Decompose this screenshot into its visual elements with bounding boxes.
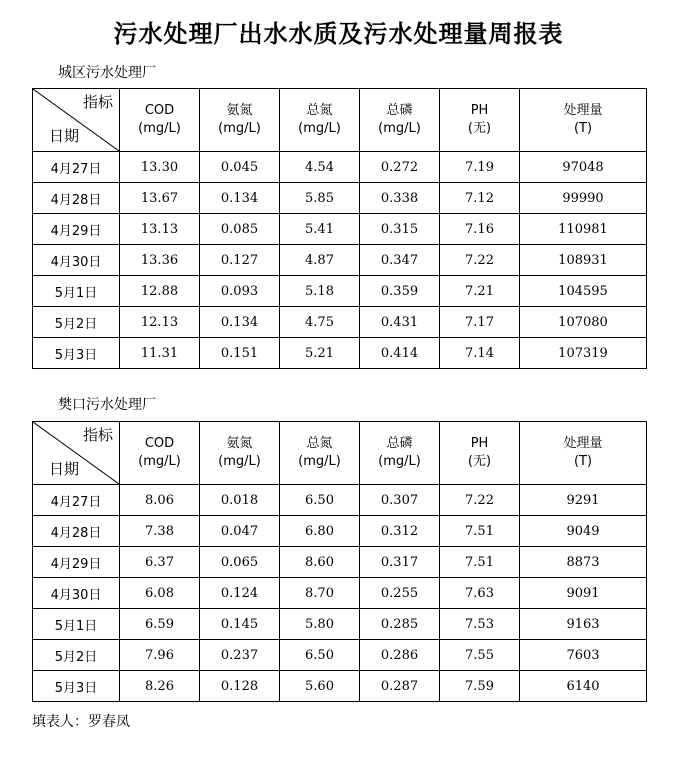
date-label: 日期 (49, 127, 80, 145)
date-cell: 5月1日 (33, 609, 120, 640)
cod-cell: 13.36 (120, 245, 200, 276)
volume-cell: 6140 (520, 671, 647, 702)
cod-cell: 7.38 (120, 516, 200, 547)
column-header-cod: COD (mg/L) (120, 422, 200, 485)
ammonia-cell: 0.127 (200, 245, 280, 276)
total-phosphorus-cell: 0.312 (360, 516, 440, 547)
table-row (33, 578, 647, 609)
volume-cell: 107080 (520, 307, 647, 338)
total-nitrogen-cell: 6.50 (280, 485, 360, 516)
volume-cell: 9163 (520, 609, 647, 640)
cod-cell: 12.13 (120, 307, 200, 338)
volume-cell: 9049 (520, 516, 647, 547)
table-row (33, 485, 647, 516)
total-nitrogen-cell: 4.75 (280, 307, 360, 338)
ph-cell: 7.51 (440, 516, 520, 547)
column-header-cod: COD (mg/L) (120, 89, 200, 152)
total-phosphorus-cell: 0.338 (360, 183, 440, 214)
total-phosphorus-cell: 0.287 (360, 671, 440, 702)
ph-cell: 7.21 (440, 276, 520, 307)
date-cell: 5月2日 (33, 307, 120, 338)
ammonia-cell: 0.047 (200, 516, 280, 547)
total-nitrogen-cell: 5.18 (280, 276, 360, 307)
ph-cell: 7.16 (440, 214, 520, 245)
ammonia-cell: 0.085 (200, 214, 280, 245)
total-nitrogen-cell: 4.54 (280, 152, 360, 183)
table-header-row (33, 89, 647, 152)
ph-cell: 7.22 (440, 245, 520, 276)
cod-cell: 12.88 (120, 276, 200, 307)
total-phosphorus-cell: 0.255 (360, 578, 440, 609)
table-row (33, 609, 647, 640)
cod-cell: 8.06 (120, 485, 200, 516)
report-title: 污水处理厂出水水质及污水处理量周报表 (113, 20, 564, 48)
cod-cell: 13.13 (120, 214, 200, 245)
ammonia-cell: 0.128 (200, 671, 280, 702)
plant-name-city: 城区污水处理厂 (58, 65, 156, 81)
ammonia-cell: 0.065 (200, 547, 280, 578)
ph-cell: 7.51 (440, 547, 520, 578)
ammonia-cell: 0.237 (200, 640, 280, 671)
total-nitrogen-cell: 6.80 (280, 516, 360, 547)
date-label: 日期 (49, 460, 80, 478)
ammonia-cell: 0.145 (200, 609, 280, 640)
cod-cell: 6.59 (120, 609, 200, 640)
column-header-total-nitrogen: 总氮 (mg/L) (280, 89, 360, 152)
date-cell: 4月29日 (33, 547, 120, 578)
table-row (33, 338, 647, 369)
city-table-body (33, 152, 647, 369)
cod-cell: 6.37 (120, 547, 200, 578)
date-cell: 4月28日 (33, 516, 120, 547)
column-header-volume: 处理量 (T) (520, 89, 647, 152)
total-nitrogen-cell: 6.50 (280, 640, 360, 671)
ph-cell: 7.59 (440, 671, 520, 702)
ph-cell: 7.55 (440, 640, 520, 671)
table-row (33, 547, 647, 578)
total-nitrogen-cell: 8.70 (280, 578, 360, 609)
total-phosphorus-cell: 0.347 (360, 245, 440, 276)
volume-cell: 107319 (520, 338, 647, 369)
date-cell: 4月27日 (33, 485, 120, 516)
ph-cell: 7.53 (440, 609, 520, 640)
total-phosphorus-cell: 0.315 (360, 214, 440, 245)
date-cell: 4月30日 (33, 245, 120, 276)
filler-signature: 填表人：罗春凤 (32, 714, 130, 730)
column-header-ammonia: 氨氮 (mg/L) (200, 422, 280, 485)
ph-cell: 7.14 (440, 338, 520, 369)
fankou-table-body (33, 485, 647, 702)
ph-cell: 7.63 (440, 578, 520, 609)
volume-cell: 9291 (520, 485, 647, 516)
table-row (33, 516, 647, 547)
date-cell: 5月3日 (33, 338, 120, 369)
total-nitrogen-cell: 5.41 (280, 214, 360, 245)
column-header-volume: 处理量 (T) (520, 422, 647, 485)
date-cell: 4月28日 (33, 183, 120, 214)
total-phosphorus-cell: 0.286 (360, 640, 440, 671)
ammonia-cell: 0.018 (200, 485, 280, 516)
volume-cell: 97048 (520, 152, 647, 183)
total-nitrogen-cell: 4.87 (280, 245, 360, 276)
volume-cell: 9091 (520, 578, 647, 609)
cod-cell: 6.08 (120, 578, 200, 609)
column-header-ammonia: 氨氮 (mg/L) (200, 89, 280, 152)
column-header-total-nitrogen: 总氮 (mg/L) (280, 422, 360, 485)
total-phosphorus-cell: 0.272 (360, 152, 440, 183)
ammonia-cell: 0.134 (200, 307, 280, 338)
indicator-label: 指标 (82, 426, 113, 444)
date-cell: 4月30日 (33, 578, 120, 609)
total-phosphorus-cell: 0.359 (360, 276, 440, 307)
column-header-total-phosphorus: 总磷 (mg/L) (360, 422, 440, 485)
date-cell: 5月3日 (33, 671, 120, 702)
plant-name-fankou: 樊口污水处理厂 (58, 397, 156, 413)
date-cell: 5月1日 (33, 276, 120, 307)
total-phosphorus-cell: 0.307 (360, 485, 440, 516)
ammonia-cell: 0.151 (200, 338, 280, 369)
total-nitrogen-cell: 5.80 (280, 609, 360, 640)
total-nitrogen-cell: 5.60 (280, 671, 360, 702)
indicator-label: 指标 (82, 93, 113, 111)
table-row (33, 214, 647, 245)
total-phosphorus-cell: 0.317 (360, 547, 440, 578)
column-header-ph: PH (无) (440, 89, 520, 152)
cod-cell: 8.26 (120, 671, 200, 702)
date-cell: 4月29日 (33, 214, 120, 245)
total-nitrogen-cell: 5.21 (280, 338, 360, 369)
total-phosphorus-cell: 0.431 (360, 307, 440, 338)
cod-cell: 11.31 (120, 338, 200, 369)
column-header-ph: PH (无) (440, 422, 520, 485)
volume-cell: 110981 (520, 214, 647, 245)
volume-cell: 7603 (520, 640, 647, 671)
corner-header-cell (33, 422, 120, 485)
volume-cell: 104595 (520, 276, 647, 307)
total-phosphorus-cell: 0.414 (360, 338, 440, 369)
ammonia-cell: 0.124 (200, 578, 280, 609)
table-row (33, 245, 647, 276)
total-nitrogen-cell: 8.60 (280, 547, 360, 578)
cod-cell: 13.30 (120, 152, 200, 183)
volume-cell: 108931 (520, 245, 647, 276)
total-phosphorus-cell: 0.285 (360, 609, 440, 640)
table-row (33, 276, 647, 307)
table-row (33, 671, 647, 702)
column-header-total-phosphorus: 总磷 (mg/L) (360, 89, 440, 152)
city-plant-table (32, 88, 647, 369)
cod-cell: 13.67 (120, 183, 200, 214)
volume-cell: 99990 (520, 183, 647, 214)
ph-cell: 7.17 (440, 307, 520, 338)
cod-cell: 7.96 (120, 640, 200, 671)
ph-cell: 7.12 (440, 183, 520, 214)
ammonia-cell: 0.093 (200, 276, 280, 307)
table-row (33, 152, 647, 183)
ph-cell: 7.22 (440, 485, 520, 516)
total-nitrogen-cell: 5.85 (280, 183, 360, 214)
fankou-plant-table (32, 421, 647, 702)
ph-cell: 7.19 (440, 152, 520, 183)
date-cell: 5月2日 (33, 640, 120, 671)
table-header-row (33, 422, 647, 485)
corner-header-cell (33, 89, 120, 152)
date-cell: 4月27日 (33, 152, 120, 183)
volume-cell: 8873 (520, 547, 647, 578)
table-row (33, 640, 647, 671)
table-row (33, 307, 647, 338)
table-row (33, 183, 647, 214)
ammonia-cell: 0.134 (200, 183, 280, 214)
ammonia-cell: 0.045 (200, 152, 280, 183)
